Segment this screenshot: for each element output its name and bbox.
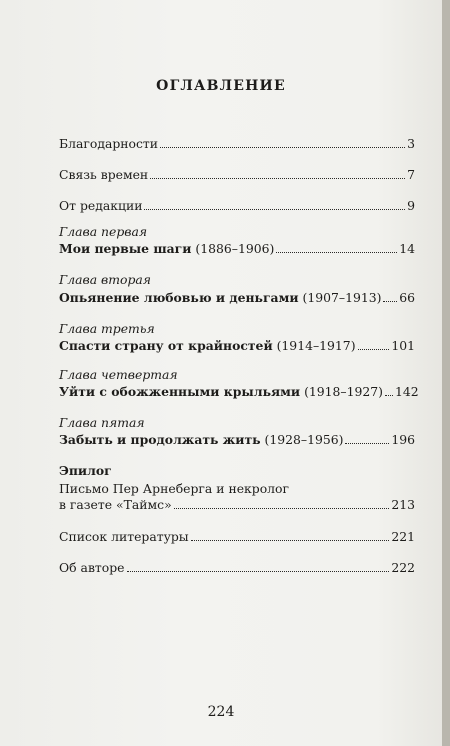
chapter-title-group <box>59 434 343 446</box>
chapter-label: Глава первая <box>59 224 148 239</box>
leader-dots <box>144 209 405 210</box>
leader-dots <box>150 178 405 179</box>
chapter-title: Мои первые шаги <box>59 241 192 256</box>
toc-entry-epilogue-letter[interactable] <box>59 499 415 512</box>
chapter-dates: (1928–1956) <box>264 432 344 447</box>
chapter-title-group <box>59 340 356 352</box>
chapter-title-group <box>59 386 383 398</box>
chapter-title-group <box>59 243 274 255</box>
toc-entry-chapter-1[interactable] <box>59 243 415 256</box>
entry-page: 9 <box>407 198 415 213</box>
leader-dots <box>127 571 390 572</box>
entry-page: 142 <box>395 384 419 399</box>
entry-title: в газете «Таймс» <box>59 497 172 512</box>
chapter-label: Глава вторая <box>59 272 151 287</box>
entry-page: 213 <box>391 497 415 512</box>
entry-page: 101 <box>391 338 415 353</box>
leader-dots <box>191 540 390 541</box>
toc-entry-acknowledgements[interactable] <box>59 138 415 151</box>
leader-dots <box>385 395 393 396</box>
chapter-title: Опьянение любовью и деньгами <box>59 290 299 305</box>
entry-title: Благодарности <box>59 136 159 151</box>
chapter-title: Забыть и продолжать жить <box>59 432 261 447</box>
leader-dots <box>276 252 397 253</box>
chapter-dates: (1907–1913) <box>302 290 382 305</box>
leader-dots <box>174 508 390 509</box>
chapter-label: Глава третья <box>59 321 155 336</box>
toc-entry-from-editors[interactable] <box>59 200 415 213</box>
entry-title: Об авторе <box>59 560 125 575</box>
toc-entry-chapter-4[interactable] <box>59 384 419 399</box>
entry-page: 14 <box>399 241 415 256</box>
toc-entry-about-author[interactable] <box>59 562 415 575</box>
epilogue-line-1[interactable]: Письмо Пер Арнеберга и некролог <box>59 481 289 496</box>
toc-entry-bibliography[interactable] <box>59 531 415 544</box>
entry-page: 221 <box>391 529 415 544</box>
entry-title: Связь времен <box>59 167 149 182</box>
toc-entry-connection-of-times[interactable] <box>59 169 415 182</box>
entry-page: 196 <box>391 432 415 447</box>
entry-page: 222 <box>391 560 415 575</box>
entry-page: 3 <box>407 136 415 151</box>
chapter-label: Глава четвертая <box>59 367 178 382</box>
toc-entry-chapter-2[interactable] <box>59 292 415 305</box>
toc-entry-chapter-5[interactable] <box>59 434 415 447</box>
chapter-title: Уйти с обожженными крыльями <box>59 384 301 399</box>
leader-dots <box>160 147 405 148</box>
entry-title: От редакции <box>59 198 143 213</box>
chapter-dates: (1918–1927) <box>304 384 383 399</box>
leader-dots <box>358 349 390 350</box>
leader-dots <box>345 443 389 444</box>
entry-title: Список литературы <box>59 529 189 544</box>
entry-page: 7 <box>407 167 415 182</box>
entry-page: 66 <box>399 290 415 305</box>
chapter-title: Спасти страну от крайностей <box>59 338 273 353</box>
chapter-dates: (1914–1917) <box>276 338 356 353</box>
page-number: 224 <box>207 704 235 720</box>
epilogue-heading: Эпилог <box>59 463 112 478</box>
chapter-label: Глава пятая <box>59 415 145 430</box>
toc-entry-chapter-3[interactable] <box>59 340 415 353</box>
toc-heading: ОГЛАВЛЕНИЕ <box>156 78 286 94</box>
leader-dots <box>383 301 397 302</box>
chapter-dates: (1886–1906) <box>195 241 275 256</box>
chapter-title-group <box>59 292 381 304</box>
